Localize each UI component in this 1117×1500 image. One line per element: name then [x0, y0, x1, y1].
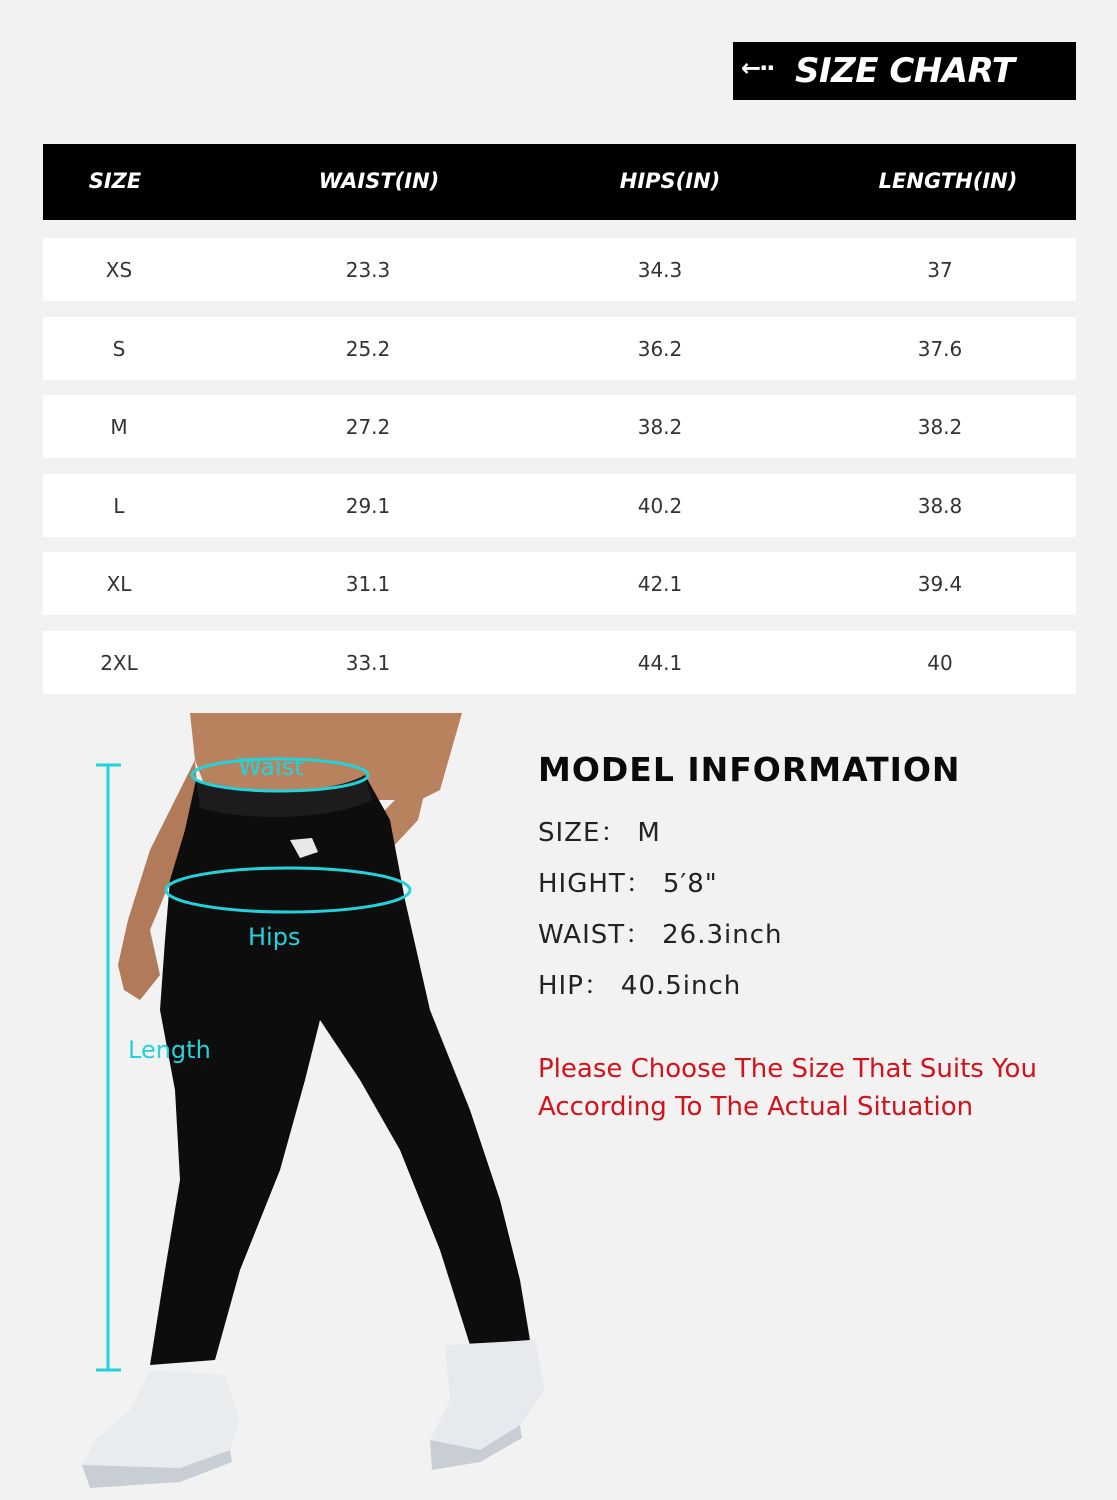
column-header-length: LENGTH(IN): [878, 169, 1018, 193]
model-hip-value: 40.5inch: [620, 971, 742, 1001]
model-photo: [0, 705, 560, 1500]
model-hip-line: [538, 965, 741, 1002]
hips-label: Hips: [248, 923, 301, 951]
length-label: Length: [128, 1036, 211, 1064]
cell-waist: 33.1: [345, 651, 391, 675]
model-info-title: MODEL INFORMATION: [538, 750, 961, 789]
cell-length: 37: [927, 258, 953, 282]
cell-length: 40: [927, 651, 953, 675]
cell-hips: 38.2: [637, 415, 683, 439]
cell-waist: 31.1: [345, 572, 391, 596]
cell-length: 39.4: [917, 572, 963, 596]
table-row: [43, 317, 1076, 380]
size-notice: [538, 1050, 1058, 1126]
model-height-label: HIGHT：: [538, 869, 653, 899]
cell-hips: 42.1: [637, 572, 683, 596]
arrow-left-icon: ←··: [741, 54, 774, 82]
cell-length: 37.6: [917, 337, 963, 361]
page-title: SIZE CHART: [795, 51, 1015, 91]
notice-line-2: According To The Actual Situation: [538, 1092, 974, 1122]
cell-waist: 27.2: [345, 415, 391, 439]
cell-size: L: [113, 494, 125, 518]
size-table-header: [43, 144, 1076, 220]
cell-hips: 44.1: [637, 651, 683, 675]
model-height-line: [538, 863, 718, 900]
cell-hips: 36.2: [637, 337, 683, 361]
table-row: [43, 552, 1076, 615]
notice-line-1: Please Choose The Size That Suits You: [538, 1054, 1037, 1084]
model-hip-label: HIP：: [538, 971, 611, 1001]
cell-size: 2XL: [100, 651, 138, 675]
cell-size: XS: [105, 258, 133, 282]
size-chart-banner: [733, 42, 1076, 100]
model-size-label: SIZE：: [538, 818, 628, 848]
table-row: [43, 631, 1076, 694]
column-header-size: SIZE: [88, 169, 142, 193]
cell-hips: 40.2: [637, 494, 683, 518]
column-header-hips: HIPS(IN): [619, 169, 721, 193]
cell-waist: 25.2: [345, 337, 391, 361]
cell-size: M: [110, 415, 128, 439]
cell-size: S: [112, 337, 126, 361]
cell-length: 38.8: [917, 494, 963, 518]
model-waist-line: [538, 914, 783, 951]
table-row: [43, 395, 1076, 458]
column-header-waist: WAIST(IN): [318, 169, 440, 193]
waist-label: Waist: [238, 753, 304, 781]
cell-length: 38.2: [917, 415, 963, 439]
model-waist-value: 26.3inch: [662, 920, 783, 950]
model-size-value: M: [637, 818, 661, 848]
model-figure: [82, 713, 545, 1488]
model-height-value: 5′8": [662, 869, 718, 899]
cell-hips: 34.3: [637, 258, 683, 282]
table-row: [43, 474, 1076, 537]
table-row: [43, 238, 1076, 301]
cell-waist: 23.3: [345, 258, 391, 282]
cell-size: XL: [106, 572, 132, 596]
model-size-line: [538, 812, 661, 849]
model-waist-label: WAIST：: [538, 920, 653, 950]
cell-waist: 29.1: [345, 494, 391, 518]
